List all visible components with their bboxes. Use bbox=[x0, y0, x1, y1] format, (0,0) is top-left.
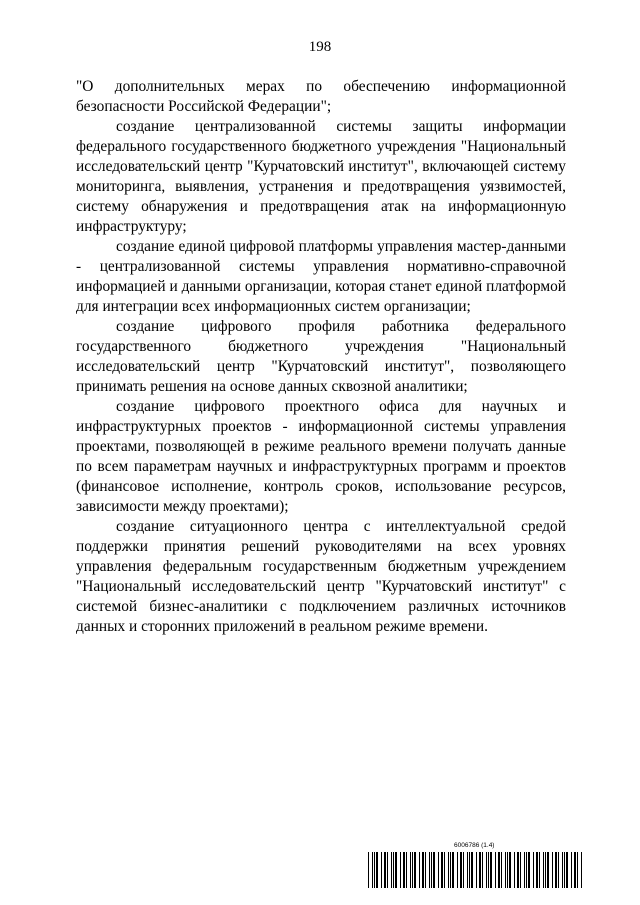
document-body bbox=[76, 77, 566, 637]
paragraph-continuation: "О дополнительных мерах по обеспечению информационной безопасности Российской Федерации"; bbox=[76, 78, 566, 115]
paragraph-project-office: создание цифрового проектного офиса для научных и инфраструктурных проектов - информационной системы управления проектами, позволяющей в режиме реального времени получать данные по всем параметрам научных и инфраструктурных программ и проектов (финансовое исполнение, контроль сроков, использование ресурсов, зависимости между проектами); bbox=[76, 398, 566, 515]
paragraph-security-system: создание централизованной системы защиты информации федерального государственного бюджетного учреждения "Национальный исследовательский центр "Курчатовский институт", включающей систему мониторинга, выявления, устранения и предотвращения уязвимостей, систему обнаружения и предотвращения атак на информационную инфраструктуру; bbox=[76, 118, 566, 235]
page-number: 198 bbox=[308, 39, 332, 55]
paragraph-master-data-platform: создание единой цифровой платформы управления мастер-данными - централизованной системы управления нормативно-справочной информацией и данными организации, которая станет единой платформой для интеграции всех информационных систем организации; bbox=[76, 238, 566, 315]
paragraph-digital-profile: создание цифрового профиля работника федерального государственного бюджетного учреждения "Национальный исследовательский центр "Курчатовский институт", позволяющего принимать решения на основе данных сквозной аналитики; bbox=[76, 318, 566, 395]
barcode-caption: 6006786 (1.4) bbox=[454, 842, 495, 849]
barcode-icon bbox=[366, 852, 586, 888]
barcode-block bbox=[366, 836, 586, 890]
paragraph-situation-center: создание ситуационного центра с интеллектуальной средой поддержки принятия решений руководителями на всех уровнях управления федеральным государственным бюджетным учреждением "Национальный исследовательский центр "Курчатовский институт" с системой бизнес-аналитики с подключением различных источников данных и сторонних приложений в реальном режиме времени. bbox=[76, 518, 566, 635]
